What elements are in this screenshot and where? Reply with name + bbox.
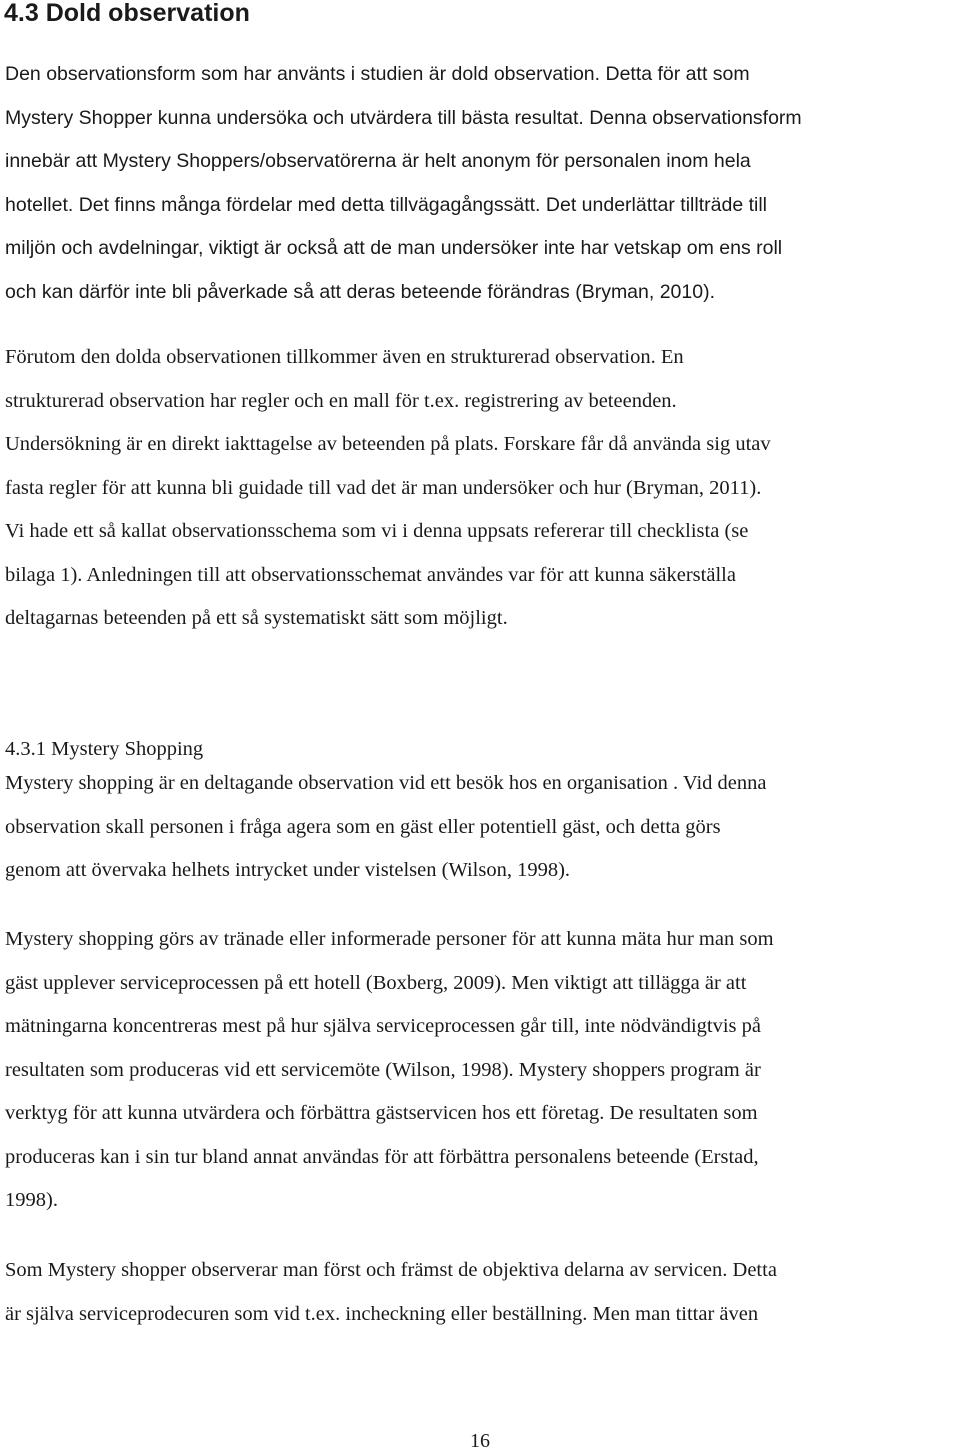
- text-line: miljön och avdelningar, viktigt är också att de man undersöker inte har vetskap om ens roll: [5, 237, 783, 259]
- text-line: gäst upplever serviceprocessen på ett hotell (Boxberg, 2009). Men viktigt att tillägga är att: [5, 971, 747, 994]
- text-line: Den observationsform som har använts i studien är dold observation. Detta för att som: [5, 63, 750, 85]
- text-line: Som Mystery shopper observerar man först och främst de objektiva delarna av servicen. Detta: [5, 1259, 777, 1281]
- text-line: observation skall personen i fråga agera som en gäst eller potentiell gäst, och detta görs: [5, 815, 721, 838]
- text-line: Mystery shopping är en deltagande observation vid ett besök hos en organisation . Vid denna: [5, 772, 767, 794]
- page-number: 16: [470, 1430, 490, 1452]
- text-line: och kan därför inte bli påverkade så att deras beteende förändras (Bryman, 2010).: [5, 280, 715, 303]
- text-line: 1998).: [5, 1189, 58, 1211]
- text-line: Förutom den dolda observationen tillkommer även en strukturerad observation. En: [5, 346, 684, 368]
- subsection-paragraph-3: [5, 1249, 777, 1336]
- text-line: hotellet. Det finns många fördelar med detta tillvägagångssätt. Det underlättar tillträde till: [5, 193, 767, 216]
- text-line: strukturerad observation har regler och en mall för t.ex. registrering av beteenden.: [5, 389, 677, 412]
- text-line: innebär att Mystery Shoppers/observatörerna är helt anonym för personalen inom hela: [5, 150, 751, 172]
- text-line: är själva serviceprodecuren som vid t.ex. incheckning eller beställning. Men man tittar även: [5, 1302, 759, 1325]
- text-line: Undersökning är en direkt iakttagelse av beteenden på plats. Forskare får då använda sig utav: [5, 433, 771, 455]
- text-line: Mystery shopping görs av tränade eller informerade personer för att kunna mäta hur man som: [5, 928, 774, 950]
- text-line: Mystery Shopper kunna undersöka och utvärdera till bästa resultat. Denna observationsform: [5, 106, 802, 129]
- text-line: mätningarna koncentreras mest på hur själva serviceprocessen går till, inte nödvändigtvis på: [5, 1015, 761, 1037]
- text-line: verktyg för att kunna utvärdera och förbättra gästservicen hos ett företag. De resultaten som: [5, 1102, 758, 1124]
- subsection-paragraph-2: [5, 918, 774, 1223]
- section-paragraph-2: [5, 336, 771, 641]
- text-line: bilaga 1). Anledningen till att observationsschemat användes var för att kunna säkerställa: [5, 563, 736, 586]
- section-heading: 4.3 Dold observation: [4, 0, 250, 27]
- text-line: genom att övervaka helhets intrycket under vistelsen (Wilson, 1998).: [5, 859, 571, 881]
- text-line: fasta regler för att kunna bli guidade till vad det är man undersöker och hur (Bryman, 2011).: [5, 476, 762, 499]
- text-line: produceras kan i sin tur bland annat användas för att förbättra personalens beteende (Erstad,: [5, 1145, 759, 1168]
- text-line: deltagarnas beteenden på ett så systematiskt sätt som möjligt.: [5, 607, 508, 629]
- subsection-paragraph-1: [5, 762, 766, 893]
- section-paragraph-1: [5, 53, 802, 314]
- subsection-heading: 4.3.1 Mystery Shopping: [5, 738, 204, 760]
- text-line: resultaten som produceras vid ett servicemöte (Wilson, 1998). Mystery shoppers program är: [5, 1058, 761, 1081]
- text-line: Vi hade ett så kallat observationsschema som vi i denna uppsats refererar till checklista (se: [5, 520, 749, 542]
